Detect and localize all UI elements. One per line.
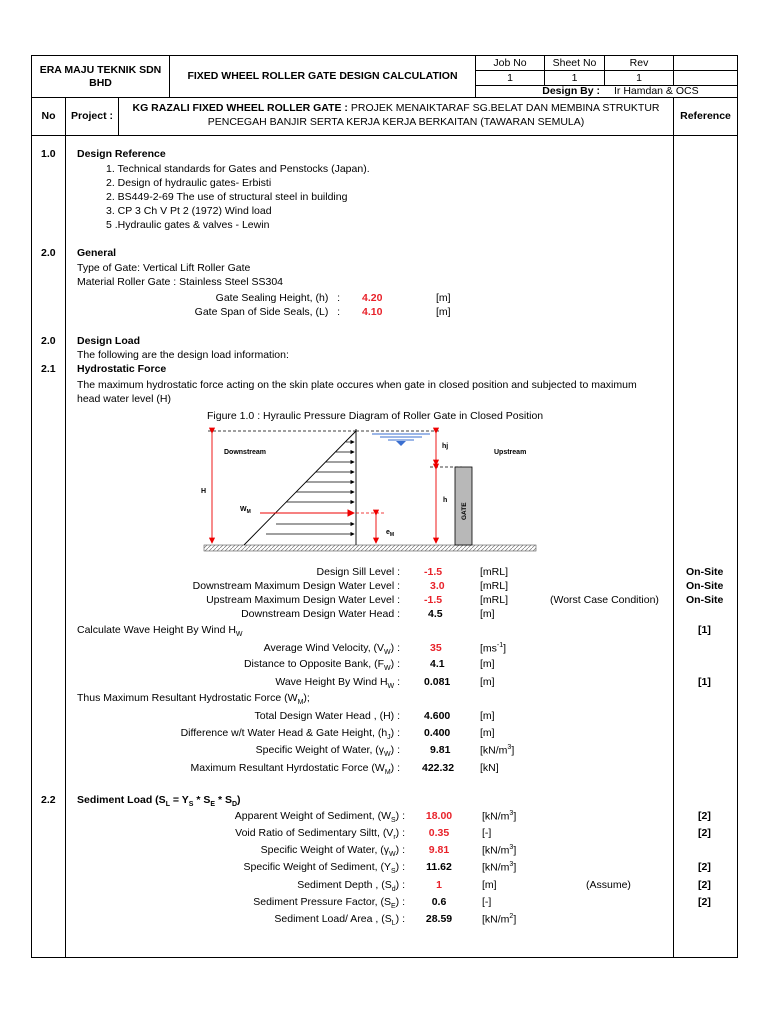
list-item: 1. Technical standards for Gates and Penstocks (Japan). [106, 163, 370, 175]
sediment-row-unit-sup: 3 [509, 844, 514, 851]
section-1-no: 1.0 [41, 148, 56, 160]
sw-label-end: ) : [390, 744, 400, 756]
sediment-row-label [120, 844, 405, 858]
sediment-row-label-end: ) : [395, 913, 405, 925]
hydraulic-pressure-diagram [200, 424, 540, 554]
distance-label [120, 658, 400, 672]
list-item: 2. Design of hydraulic gates- Erbisti [106, 177, 272, 189]
water-level-icon [372, 434, 430, 446]
sediment-title-text: Sediment Load (S [77, 794, 166, 806]
sediment-row-unit [482, 861, 516, 874]
resultant-heading [77, 692, 310, 706]
document-title: FIXED WHEEL ROLLER GATE DESIGN CALCULATION [187, 70, 458, 83]
distance-value: 4.1 [430, 658, 445, 670]
design-load-intro: The following are the design load information: [77, 349, 289, 361]
no-column-header: No [41, 110, 56, 123]
sediment-row-label-end: ) : [395, 810, 405, 822]
design-by-label: Design By : [542, 85, 600, 98]
sill-level-unit: [mRL] [480, 566, 509, 578]
wave-height-label [120, 676, 400, 690]
force-label-sub: M [384, 769, 391, 777]
sediment-row-label-sub: W [389, 851, 396, 859]
sediment-row-label-text: Sediment Load/ Area , (S [274, 913, 392, 925]
project-name: KG RAZALI FIXED WHEEL ROLLER GATE : [132, 102, 348, 114]
sediment-row-value: 18.00 [425, 810, 453, 822]
sediment-row-unit [482, 913, 516, 926]
section-2-1-no: 2.1 [41, 363, 56, 375]
wind-velocity-unit-end: ] [503, 642, 507, 655]
wave-height-value: 0.081 [424, 676, 451, 688]
sediment-row-label-text: Sediment Pressure Factor, (S [253, 896, 391, 908]
sediment-row-value: 0.6 [431, 896, 447, 908]
sw-unit-text: [kN/m [480, 744, 508, 757]
pressure-arrows [266, 442, 354, 534]
em-label-main: e [386, 529, 390, 536]
sediment-row-unit-text: [kN/m [482, 913, 510, 926]
job-no-label: Job No [493, 56, 527, 69]
sediment-row-label [120, 810, 405, 824]
ds-level-value: 3.0 [430, 580, 445, 592]
sediment-title-sub3: E [210, 801, 216, 809]
total-head-unit: [m] [480, 710, 495, 722]
wind-velocity-unit-sup: -1 [496, 642, 504, 649]
head-difference-label-end: ) : [390, 727, 400, 739]
sediment-row-unit-sup: 3 [509, 810, 514, 817]
us-level-value: -1.5 [424, 594, 443, 606]
sediment-row-ref: [2] [698, 861, 711, 873]
wave-height-label-sub: W [387, 683, 395, 691]
sediment-title-mid3: * S [215, 794, 232, 806]
sediment-row-unit-sup: 3 [509, 861, 514, 868]
section-2-no: 2.0 [41, 247, 56, 259]
water-head-value: 4.5 [428, 608, 443, 620]
gate-span-value: 4.10 [362, 306, 383, 318]
em-label-sub: M [389, 532, 395, 538]
wave-heading-text: Calculate Wave Height By Wind H [77, 624, 236, 636]
water-head-label: Downstream Design Water Head : [241, 608, 400, 620]
sediment-row-ref: [2] [698, 810, 711, 822]
section-2-2-no: 2.2 [41, 794, 56, 806]
sediment-row-value: 11.62 [426, 861, 452, 873]
specific-weight-water-value: 9.81 [430, 744, 451, 756]
sediment-row-unit-text: [-] [482, 896, 492, 908]
sediment-row-label-end: ) : [395, 827, 405, 839]
gate-span-unit: [m] [436, 306, 451, 318]
sediment-title-end: ) [237, 794, 241, 806]
sediment-row-label [120, 879, 405, 893]
specific-weight-water-label [120, 744, 400, 758]
sw-unit-end: ] [511, 744, 515, 757]
project-label: Project : [70, 110, 113, 123]
sediment-row-ref: [2] [698, 827, 711, 839]
wind-velocity-label-text: Average Wind Velocity, (V [263, 642, 385, 654]
hydrostatic-description [77, 378, 671, 406]
us-level-label: Upstream Maximum Design Water Level : [206, 594, 400, 606]
distance-label-end: ) : [390, 658, 400, 670]
us-level-ref: On-Site [686, 594, 724, 606]
sediment-row-unit [482, 844, 516, 857]
hj-label: hj [442, 443, 449, 450]
sediment-row-unit-end: ] [513, 844, 517, 857]
sediment-row-unit-text: [-] [482, 827, 492, 839]
sediment-title-mid1: = Y [169, 794, 189, 806]
sheet-no-value: 1 [571, 71, 578, 84]
head-difference-value: 0.400 [424, 727, 451, 739]
ds-level-unit: [mRL] [480, 580, 509, 592]
sediment-row-unit [482, 879, 497, 891]
ds-level-ref: On-Site [686, 580, 724, 592]
sediment-row-label-end: ) : [395, 861, 405, 873]
reference-list [106, 162, 370, 232]
section-2-1-title: Hydrostatic Force [77, 363, 167, 375]
upstream-label: Upstream [494, 449, 527, 456]
sediment-row-unit-text: [kN/m [482, 810, 510, 823]
sediment-row-unit-end: ] [513, 861, 517, 874]
wm-label [240, 506, 251, 515]
sediment-row-label-sub: E [390, 903, 396, 911]
head-difference-label-sub: J [387, 734, 391, 742]
total-head-label: Total Design Water Head , (H) : [254, 710, 400, 722]
gate-span-label: Gate Span of Side Seals, (L) : [194, 306, 340, 318]
design-by-value: Ir Hamdan & OCS [614, 85, 699, 98]
distance-label-sub: W [384, 665, 391, 673]
us-level-unit: [mRL] [480, 594, 509, 606]
sediment-row-label-text: Specific Weight of Sediment, (Y [243, 861, 391, 873]
resultant-force-label [120, 762, 400, 776]
sediment-row-label-sub: S [390, 817, 396, 825]
sediment-row-label [120, 913, 405, 927]
wave-heading-sub: W [235, 631, 243, 639]
wave-height-label-text: Wave Height By Wind H [275, 676, 388, 688]
rev-value: 1 [636, 71, 642, 84]
sill-level-label: Design Sill Level : [316, 566, 400, 578]
wind-velocity-label-sub: W [384, 649, 391, 657]
resultant-force-unit: [kN] [480, 762, 499, 774]
project-description [119, 101, 673, 129]
job-no-value: 1 [507, 71, 513, 84]
ground-hatch [204, 545, 536, 551]
wave-heading [77, 624, 243, 638]
section-3-title: Design Load [77, 335, 141, 347]
sheet-no-label: Sheet No [552, 56, 597, 69]
sealing-height-value: 4.20 [362, 292, 383, 304]
sediment-row-label-text: Apparent Weight of Sediment, (W [234, 810, 391, 822]
hydrostatic-desc-line1: The maximum hydrostatic force acting on the skin plate occures when gate in closed position and subjected to maximum [77, 379, 637, 391]
sediment-row-unit [482, 810, 516, 823]
em-label [386, 529, 394, 538]
downstream-label: Downstream [224, 449, 267, 456]
rev-label: Rev [629, 56, 649, 69]
head-difference-label [120, 727, 400, 741]
wave-height-label-end: : [394, 676, 400, 688]
company-name: ERA MAJU TEKNIK SDN BHD [39, 64, 162, 89]
list-item: 5 .Hydraulic gates & valves - Lewin [106, 219, 270, 231]
sediment-row-value: 28.59 [425, 913, 453, 925]
sw-label-text: Specific Weight of Water, (γ [255, 744, 385, 756]
sediment-title-sub2: S [188, 801, 194, 809]
wave-height-unit: [m] [480, 676, 495, 688]
sediment-row-unit-text: [m] [482, 879, 497, 891]
h-label: h [443, 497, 448, 504]
wind-velocity-label [120, 642, 400, 656]
wind-velocity-unit [480, 642, 506, 655]
wave-height-ref: [1] [698, 676, 711, 688]
resultant-heading-sub: M [297, 699, 304, 707]
sediment-row-label [120, 827, 405, 841]
us-level-note: (Worst Case Condition) [550, 594, 659, 606]
material-text: Material Roller Gate : Stainless Steel SS304 [77, 276, 284, 288]
sediment-row-label-text: Specific Weight of Water, (γ [260, 844, 390, 856]
specific-weight-water-unit [480, 744, 514, 757]
ds-level-label: Downstream Maximum Design Water Level : [192, 580, 400, 592]
sediment-title-mid2: * S [193, 794, 211, 806]
sw-unit-sup: 3 [507, 744, 512, 751]
project-desc-line2: PENCEGAH BANJIR SERTA KERJA KERJA BERKAITAN (TAWARAN SEMULA) [207, 116, 585, 128]
sediment-row-value: 9.81 [428, 844, 450, 856]
sediment-row-label-text: Sediment Depth , (S [297, 879, 392, 891]
sill-level-value: -1.5 [424, 566, 443, 578]
sealing-height-label: Gate Sealing Height, (h) : [215, 292, 340, 304]
sediment-title-sub4: D [231, 801, 238, 809]
sediment-row-note: (Assume) [586, 879, 631, 891]
sediment-row-unit-text: [kN/m [482, 844, 510, 857]
head-difference-unit: [m] [480, 727, 495, 739]
sediment-row-ref: [2] [698, 896, 711, 908]
sediment-row-label [120, 896, 405, 910]
sediment-row-label-sub: r [393, 834, 396, 842]
wm-label-sub: M [246, 509, 251, 515]
wave-heading-ref: [1] [698, 624, 711, 636]
resultant-heading-end: ); [303, 692, 310, 704]
wm-label-main: W [240, 506, 247, 513]
list-item: 3. CP 3 Ch V Pt 2 (1972) Wind load [106, 205, 272, 217]
project-desc-line1: PROJEK MENAIKTARAF SG.BELAT DAN MEMBINA STRUKTUR [347, 102, 660, 114]
sediment-row-unit-end: ] [513, 913, 517, 926]
sediment-row-label [120, 861, 405, 875]
sediment-row-label-sub: d [391, 886, 396, 894]
sediment-row-value: 0.35 [428, 827, 450, 839]
sill-level-ref: On-Site [686, 566, 724, 578]
water-head-unit: [m] [480, 608, 495, 620]
section-1-title: Design Reference [77, 148, 166, 160]
hydrostatic-desc-line2: head water level (H) [77, 393, 171, 405]
sealing-height-unit: [m] [436, 292, 451, 304]
force-label-end: ) : [390, 762, 400, 774]
sediment-title [77, 794, 241, 808]
sediment-row-value: 1 [436, 879, 442, 891]
resultant-force-value: 422.32 [422, 762, 455, 774]
sediment-row-label-text: Void Ratio of Sedimentary Siltt, (V [235, 827, 394, 839]
sediment-row-label-sub: S [390, 868, 396, 876]
sediment-row-label-end: ) : [395, 844, 405, 856]
distance-label-text: Distance to Opposite Bank, (F [243, 658, 385, 670]
sediment-row-unit [482, 827, 491, 839]
list-item: 2. BS449-2-69 The use of structural steel in building [106, 191, 348, 203]
gate-label: GATE [461, 502, 468, 520]
force-label-text: Maximum Resultant Hyrdostatic Force (W [190, 762, 385, 774]
sw-label-sub: W [384, 751, 391, 759]
wind-velocity-value: 35 [430, 642, 442, 654]
H-label: H [201, 488, 207, 495]
sediment-row-label-sub: L [391, 920, 396, 928]
sediment-row-ref: [2] [698, 879, 711, 891]
resultant-heading-text: Thus Maximum Resultant Hydrostatic Force (W [77, 692, 298, 704]
sediment-row-unit-end: ] [513, 810, 517, 823]
sediment-title-sub1: L [165, 801, 170, 809]
section-3-no: 2.0 [41, 335, 56, 347]
reference-column-header: Reference [680, 110, 731, 123]
sediment-row-unit [482, 896, 491, 908]
figure-caption: Figure 1.0 : Hyraulic Pressure Diagram of Roller Gate in Closed Position [207, 410, 544, 422]
wind-velocity-label-end: ) : [390, 642, 400, 654]
sediment-row-label-end: ) : [395, 879, 405, 891]
wind-velocity-unit-text: [ms [480, 642, 497, 655]
head-difference-label-text: Difference w/t Water Head & Gate Height, (h [180, 727, 388, 739]
section-2-title: General [77, 247, 117, 259]
distance-unit: [m] [480, 658, 495, 670]
sediment-row-label-end: ) : [395, 896, 405, 908]
sediment-row-unit-text: [kN/m [482, 861, 510, 874]
gate-type-text: Type of Gate: Vertical Lift Roller Gate [77, 262, 251, 274]
total-head-value: 4.600 [424, 710, 451, 722]
sediment-row-unit-sup: 2 [509, 913, 514, 920]
